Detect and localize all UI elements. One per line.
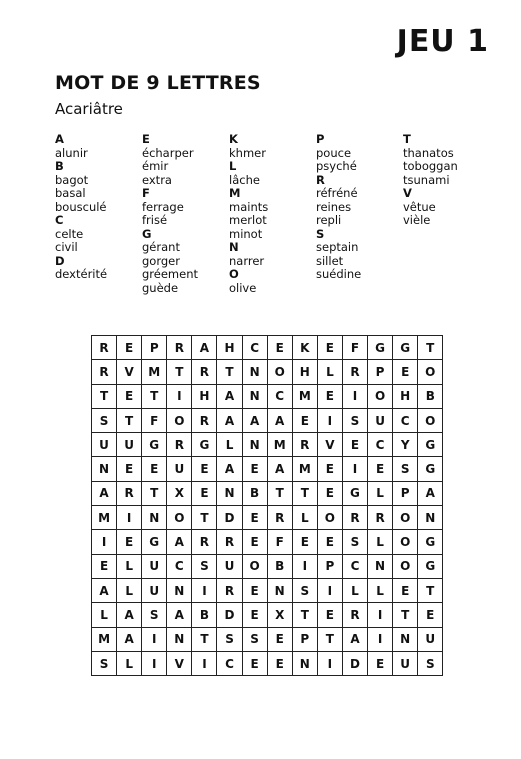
- word-column: [142, 133, 198, 295]
- grid-cell[interactable]: N: [418, 506, 443, 530]
- grid-cell[interactable]: G: [142, 433, 167, 457]
- grid-cell[interactable]: C: [167, 554, 192, 578]
- word-list-item: bagot: [55, 172, 89, 187]
- grid-cell[interactable]: R: [217, 530, 242, 554]
- grid-row: [92, 627, 443, 651]
- grid-cell[interactable]: G: [192, 433, 217, 457]
- grid-cell[interactable]: N: [242, 384, 267, 408]
- grid-cell[interactable]: O: [167, 506, 192, 530]
- grid-cell[interactable]: T: [393, 603, 418, 627]
- word-list-item: civil: [55, 240, 78, 254]
- grid-cell[interactable]: S: [217, 627, 242, 651]
- grid-cell[interactable]: I: [142, 651, 167, 675]
- grid-cell[interactable]: E: [342, 433, 367, 457]
- grid-cell[interactable]: U: [167, 457, 192, 481]
- grid-cell[interactable]: S: [342, 408, 367, 432]
- grid-cell[interactable]: N: [92, 457, 117, 481]
- grid-cell[interactable]: R: [342, 360, 367, 384]
- grid-cell[interactable]: E: [317, 336, 342, 360]
- grid-cell[interactable]: A: [418, 481, 443, 505]
- grid-cell[interactable]: O: [418, 408, 443, 432]
- word-list-item: vièle: [403, 213, 431, 227]
- grid-row: [92, 554, 443, 578]
- grid-cell[interactable]: T: [192, 506, 217, 530]
- grid-cell[interactable]: R: [217, 578, 242, 602]
- grid-cell[interactable]: L: [317, 360, 342, 384]
- grid-cell[interactable]: T: [167, 360, 192, 384]
- grid-cell[interactable]: U: [92, 433, 117, 457]
- grid-cell[interactable]: T: [142, 481, 167, 505]
- grid-cell[interactable]: S: [92, 651, 117, 675]
- grid-cell[interactable]: E: [242, 506, 267, 530]
- grid-cell[interactable]: S: [192, 554, 217, 578]
- grid-cell[interactable]: E: [317, 481, 342, 505]
- word-column: [403, 133, 458, 228]
- word-list-item: olive: [229, 280, 257, 295]
- grid-cell[interactable]: T: [142, 384, 167, 408]
- grid-cell[interactable]: P: [292, 627, 317, 651]
- grid-cell[interactable]: S: [292, 578, 317, 602]
- word-list-item: septain: [316, 240, 359, 254]
- grid-cell[interactable]: O: [242, 554, 267, 578]
- grid-cell[interactable]: M: [142, 360, 167, 384]
- grid-cell[interactable]: I: [92, 530, 117, 554]
- grid-row: [92, 603, 443, 627]
- grid-cell[interactable]: E: [192, 481, 217, 505]
- word-list-item: frisé: [142, 213, 168, 227]
- grid-cell[interactable]: U: [217, 554, 242, 578]
- grid-cell[interactable]: E: [317, 603, 342, 627]
- grid-cell[interactable]: N: [292, 651, 317, 675]
- grid-cell[interactable]: G: [342, 481, 367, 505]
- grid-cell[interactable]: R: [368, 506, 393, 530]
- grid-cell[interactable]: A: [342, 627, 367, 651]
- word-column: [55, 133, 107, 282]
- grid-cell[interactable]: X: [167, 481, 192, 505]
- word-list-letter-heading: L: [229, 159, 237, 173]
- word-list-letter-heading: R: [316, 172, 325, 187]
- grid-cell[interactable]: S: [142, 603, 167, 627]
- grid-cell[interactable]: P: [393, 481, 418, 505]
- word-list-item: reines: [316, 199, 352, 214]
- word-list-item: gorger: [142, 253, 180, 268]
- grid-cell[interactable]: C: [393, 408, 418, 432]
- grid-cell[interactable]: A: [167, 530, 192, 554]
- grid-cell[interactable]: G: [418, 530, 443, 554]
- grid-cell[interactable]: G: [418, 457, 443, 481]
- grid-cell[interactable]: I: [342, 384, 367, 408]
- word-list-item: tsunami: [403, 172, 450, 187]
- grid-cell[interactable]: I: [342, 457, 367, 481]
- grid-cell[interactable]: P: [317, 554, 342, 578]
- grid-cell[interactable]: O: [418, 360, 443, 384]
- word-list-letter-heading: N: [229, 240, 239, 254]
- grid-cell[interactable]: V: [117, 360, 142, 384]
- grid-cell[interactable]: I: [192, 578, 217, 602]
- grid-cell[interactable]: T: [267, 481, 292, 505]
- grid-cell[interactable]: U: [117, 433, 142, 457]
- grid-cell[interactable]: P: [142, 336, 167, 360]
- grid-cell[interactable]: E: [267, 627, 292, 651]
- grid-cell[interactable]: O: [317, 506, 342, 530]
- grid-cell[interactable]: A: [167, 603, 192, 627]
- grid-cell[interactable]: O: [368, 384, 393, 408]
- word-list-letter-heading: P: [316, 132, 325, 146]
- grid-cell[interactable]: E: [368, 457, 393, 481]
- grid-cell[interactable]: I: [142, 627, 167, 651]
- word-list-letter-heading: D: [55, 253, 65, 268]
- grid-cell[interactable]: R: [342, 603, 367, 627]
- grid-cell[interactable]: O: [167, 408, 192, 432]
- grid-cell[interactable]: H: [292, 360, 317, 384]
- word-list-item: repli: [316, 213, 342, 227]
- grid-cell[interactable]: C: [217, 651, 242, 675]
- grid-row: [92, 360, 443, 384]
- grid-cell[interactable]: F: [267, 530, 292, 554]
- word-list-item: réfréné: [316, 186, 358, 200]
- grid-cell[interactable]: R: [267, 506, 292, 530]
- grid-cell[interactable]: I: [167, 384, 192, 408]
- grid-cell[interactable]: H: [217, 336, 242, 360]
- grid-cell[interactable]: O: [393, 530, 418, 554]
- grid-cell[interactable]: O: [393, 554, 418, 578]
- grid-cell[interactable]: R: [92, 336, 117, 360]
- grid-cell[interactable]: E: [292, 530, 317, 554]
- word-search-grid: [91, 335, 443, 676]
- grid-cell[interactable]: A: [92, 481, 117, 505]
- word-list-item: toboggan: [403, 159, 458, 173]
- grid-cell[interactable]: R: [342, 506, 367, 530]
- word-list-item: guède: [142, 280, 179, 295]
- grid-cell[interactable]: C: [242, 336, 267, 360]
- word-list-item: celte: [55, 226, 84, 241]
- grid-cell[interactable]: B: [418, 384, 443, 408]
- word-list-item: psyché: [316, 159, 357, 173]
- word-list-letter-heading: K: [229, 132, 238, 146]
- grid-cell[interactable]: E: [242, 457, 267, 481]
- word-list-letter-heading: T: [403, 132, 411, 146]
- grid-cell[interactable]: A: [217, 384, 242, 408]
- grid-cell[interactable]: A: [267, 408, 292, 432]
- grid-cell[interactable]: E: [292, 408, 317, 432]
- grid-cell[interactable]: F: [142, 408, 167, 432]
- grid-cell[interactable]: A: [242, 408, 267, 432]
- grid-cell[interactable]: Y: [393, 433, 418, 457]
- grid-row: [92, 408, 443, 432]
- grid-cell[interactable]: N: [242, 433, 267, 457]
- grid-cell[interactable]: L: [117, 578, 142, 602]
- grid-cell[interactable]: R: [117, 481, 142, 505]
- word-list-item: bousculé: [55, 199, 107, 214]
- word-list-letter-heading: O: [229, 267, 239, 281]
- word-list-letter-heading: V: [403, 186, 412, 200]
- grid-row: [92, 578, 443, 602]
- grid-cell[interactable]: I: [317, 578, 342, 602]
- grid-cell[interactable]: E: [242, 651, 267, 675]
- grid-cell[interactable]: S: [393, 457, 418, 481]
- grid-row: [92, 506, 443, 530]
- grid-cell[interactable]: M: [292, 384, 317, 408]
- word-list-item: gréement: [142, 267, 199, 281]
- grid-cell[interactable]: A: [217, 457, 242, 481]
- grid-cell[interactable]: U: [142, 554, 167, 578]
- grid-row: [92, 384, 443, 408]
- grid-cell[interactable]: A: [92, 578, 117, 602]
- grid-cell[interactable]: T: [292, 481, 317, 505]
- word-list-item: minot: [229, 226, 263, 241]
- grid-cell[interactable]: E: [393, 360, 418, 384]
- grid-cell[interactable]: R: [192, 530, 217, 554]
- grid-cell[interactable]: M: [92, 627, 117, 651]
- grid-cell[interactable]: E: [117, 384, 142, 408]
- puzzle-clue: Acariâtre: [55, 100, 123, 118]
- grid-cell[interactable]: G: [368, 336, 393, 360]
- grid-cell[interactable]: R: [167, 336, 192, 360]
- grid-cell[interactable]: N: [217, 481, 242, 505]
- grid-cell[interactable]: V: [167, 651, 192, 675]
- grid-cell[interactable]: U: [368, 408, 393, 432]
- grid-cell[interactable]: E: [142, 457, 167, 481]
- grid-cell[interactable]: C: [368, 433, 393, 457]
- grid-cell[interactable]: M: [92, 506, 117, 530]
- grid-cell[interactable]: E: [317, 384, 342, 408]
- grid-cell[interactable]: I: [368, 603, 393, 627]
- grid-cell[interactable]: R: [167, 433, 192, 457]
- grid-cell[interactable]: S: [92, 408, 117, 432]
- grid-cell[interactable]: I: [292, 554, 317, 578]
- grid-cell[interactable]: O: [393, 506, 418, 530]
- grid-cell[interactable]: G: [142, 530, 167, 554]
- word-list-letter-heading: B: [55, 159, 64, 173]
- grid-cell[interactable]: T: [292, 603, 317, 627]
- grid-cell[interactable]: E: [267, 336, 292, 360]
- grid-cell[interactable]: A: [267, 457, 292, 481]
- grid-cell[interactable]: N: [167, 627, 192, 651]
- word-list-letter-heading: C: [55, 213, 64, 227]
- grid-row: [92, 433, 443, 457]
- grid-cell[interactable]: E: [393, 578, 418, 602]
- grid-cell[interactable]: E: [317, 530, 342, 554]
- grid-cell[interactable]: T: [192, 627, 217, 651]
- word-list-item: suédine: [316, 267, 362, 281]
- grid-cell[interactable]: E: [117, 530, 142, 554]
- page-title: JEU 1: [396, 24, 489, 59]
- word-list-item: dextérité: [55, 267, 108, 281]
- grid-row: [92, 530, 443, 554]
- grid-cell[interactable]: G: [418, 433, 443, 457]
- grid-cell[interactable]: E: [92, 554, 117, 578]
- grid-cell[interactable]: T: [92, 384, 117, 408]
- word-list-item: maints: [229, 199, 269, 214]
- word-list-item: ferrage: [142, 199, 184, 214]
- grid-cell[interactable]: T: [217, 360, 242, 384]
- word-column: [316, 133, 361, 282]
- word-list-letter-heading: S: [316, 226, 325, 241]
- word-list-letter-heading: E: [142, 132, 150, 146]
- grid-cell[interactable]: C: [342, 554, 367, 578]
- grid-cell[interactable]: B: [242, 481, 267, 505]
- grid-cell[interactable]: C: [267, 384, 292, 408]
- grid-cell[interactable]: E: [317, 457, 342, 481]
- grid-cell[interactable]: L: [117, 554, 142, 578]
- word-list-item: basal: [55, 186, 86, 200]
- grid-cell[interactable]: N: [393, 627, 418, 651]
- grid-cell[interactable]: X: [267, 603, 292, 627]
- grid-cell[interactable]: G: [418, 554, 443, 578]
- grid-cell[interactable]: H: [393, 384, 418, 408]
- grid-cell[interactable]: E: [418, 603, 443, 627]
- grid-cell[interactable]: A: [217, 408, 242, 432]
- grid-cell[interactable]: S: [418, 651, 443, 675]
- grid-cell[interactable]: U: [393, 651, 418, 675]
- grid-row: [92, 651, 443, 675]
- grid-cell[interactable]: N: [142, 506, 167, 530]
- word-list-item: émir: [142, 159, 169, 173]
- grid-cell[interactable]: I: [368, 627, 393, 651]
- grid-cell[interactable]: R: [192, 408, 217, 432]
- word-list-item: lâche: [229, 172, 260, 187]
- grid-cell[interactable]: L: [217, 433, 242, 457]
- word-list-item: vêtue: [403, 199, 436, 214]
- grid-cell[interactable]: S: [342, 530, 367, 554]
- grid-cell[interactable]: N: [267, 578, 292, 602]
- grid-cell[interactable]: E: [242, 603, 267, 627]
- word-list-item: thanatos: [403, 145, 454, 160]
- grid-cell[interactable]: N: [368, 554, 393, 578]
- grid-cell[interactable]: E: [267, 651, 292, 675]
- grid-row: [92, 481, 443, 505]
- grid-cell[interactable]: U: [418, 627, 443, 651]
- grid-cell[interactable]: G: [393, 336, 418, 360]
- grid-cell[interactable]: T: [418, 336, 443, 360]
- word-list-letter-heading: F: [142, 186, 150, 200]
- grid-cell[interactable]: E: [242, 578, 267, 602]
- word-list-item: khmer: [229, 145, 266, 160]
- grid-cell[interactable]: I: [117, 506, 142, 530]
- grid-cell[interactable]: F: [342, 336, 367, 360]
- grid-cell[interactable]: D: [217, 506, 242, 530]
- grid-cell[interactable]: T: [317, 627, 342, 651]
- word-list-item: narrer: [229, 253, 265, 268]
- grid-cell[interactable]: T: [117, 408, 142, 432]
- grid-cell[interactable]: U: [142, 578, 167, 602]
- grid-row: [92, 336, 443, 360]
- grid-cell[interactable]: A: [117, 603, 142, 627]
- grid-cell[interactable]: P: [368, 360, 393, 384]
- grid-cell[interactable]: S: [242, 627, 267, 651]
- word-list-letter-heading: A: [55, 132, 64, 146]
- grid-cell[interactable]: E: [242, 530, 267, 554]
- grid-cell[interactable]: I: [192, 651, 217, 675]
- grid-cell[interactable]: L: [368, 481, 393, 505]
- grid-cell[interactable]: A: [192, 336, 217, 360]
- grid-table: [91, 335, 443, 676]
- word-list-item: gérant: [142, 240, 180, 254]
- word-list-item: merlot: [229, 213, 267, 227]
- word-list: [55, 133, 495, 303]
- word-list-item: extra: [142, 172, 172, 187]
- grid-cell[interactable]: R: [192, 360, 217, 384]
- grid-cell[interactable]: R: [92, 360, 117, 384]
- word-list-item: alunir: [55, 145, 88, 160]
- grid-cell[interactable]: L: [368, 530, 393, 554]
- grid-cell[interactable]: N: [167, 578, 192, 602]
- grid-cell[interactable]: T: [418, 578, 443, 602]
- grid-cell[interactable]: A: [117, 627, 142, 651]
- grid-cell[interactable]: R: [292, 433, 317, 457]
- grid-cell[interactable]: L: [342, 578, 367, 602]
- grid-cell[interactable]: D: [342, 651, 367, 675]
- word-list-letter-heading: G: [142, 226, 152, 241]
- grid-cell[interactable]: B: [267, 554, 292, 578]
- grid-cell[interactable]: D: [217, 603, 242, 627]
- grid-cell[interactable]: V: [317, 433, 342, 457]
- word-list-item: pouce: [316, 145, 352, 160]
- word-list-item: écharper: [142, 145, 194, 160]
- grid-cell[interactable]: N: [242, 360, 267, 384]
- grid-row: [92, 457, 443, 481]
- grid-cell[interactable]: I: [317, 408, 342, 432]
- puzzle-heading: MOT DE 9 LETTRES: [55, 72, 261, 94]
- word-list-item: sillet: [316, 253, 344, 268]
- grid-cell[interactable]: L: [292, 506, 317, 530]
- grid-cell[interactable]: L: [117, 651, 142, 675]
- word-list-letter-heading: M: [229, 186, 241, 200]
- grid-cell[interactable]: L: [92, 603, 117, 627]
- grid-cell[interactable]: L: [368, 578, 393, 602]
- grid-cell[interactable]: E: [192, 457, 217, 481]
- grid-cell[interactable]: K: [292, 336, 317, 360]
- word-column: [229, 133, 268, 295]
- grid-cell[interactable]: M: [292, 457, 317, 481]
- grid-cell[interactable]: E: [368, 651, 393, 675]
- grid-cell[interactable]: E: [117, 336, 142, 360]
- grid-cell[interactable]: E: [117, 457, 142, 481]
- grid-cell[interactable]: O: [267, 360, 292, 384]
- grid-cell[interactable]: M: [267, 433, 292, 457]
- grid-cell[interactable]: H: [192, 384, 217, 408]
- grid-cell[interactable]: B: [192, 603, 217, 627]
- grid-cell[interactable]: I: [317, 651, 342, 675]
